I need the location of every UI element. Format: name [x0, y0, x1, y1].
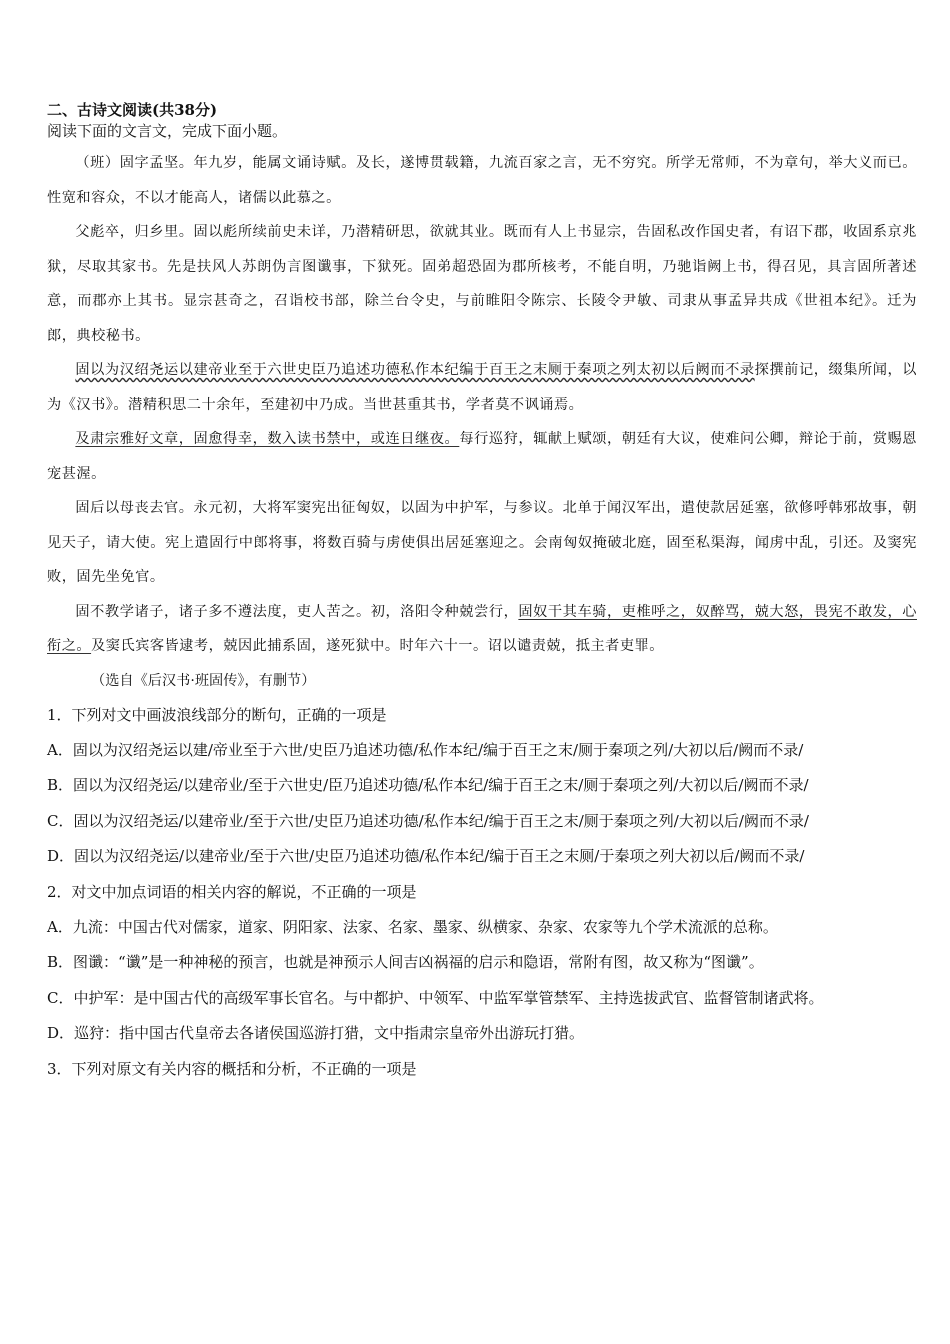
passage-paragraph-2: 父彪卒，归乡里。固以彪所续前史未详，乃潜精研思，欲就其业。既而有人上书显宗，告固私改作国史者，有诏下郡，收固系京兆狱，尽取其家书。先是扶风人苏朗伪言图谶事，下狱死。固弟超恐固为郡所核考，不能自明，乃驰诣阙上书，得召见，具言固所著述意，而郡亦上其书。显宗甚奇之，召诣校书部，除兰台令史，与前睢阳令陈宗、长陵令尹敏、司隶从事孟异共成《世祖本纪》。迁为郎，典校秘书。 — [47, 224, 917, 344]
question-1-option-a: A．固以为汉绍尧运以建/帝业至于六世/史臣乃追述功德/私作本纪/编于百王之末/厕于秦项之列/大初以后/阙而不录/ — [47, 740, 804, 759]
question-2-option-c: C．中护军：是中国古代的高级军事长官名。与中都护、中领军、中监军掌管禁军、主持选拔武官、监督管制诸武将。 — [47, 988, 824, 1007]
question-2-option-d: D．巡狩：指中国古代皇帝去各诸侯国巡游打猎，文中指肃宗皇帝外出游玩打猎。 — [47, 1024, 585, 1042]
passage-paragraph-6 — [47, 595, 917, 664]
passage-paragraph-4 — [47, 422, 917, 491]
question-1-stem: 1．下列对文中画波浪线部分的断句，正确的一项是 — [47, 705, 387, 724]
passage-text: 每行巡狩，辄献上赋颂，朝廷有大议，使难问公卿，辩论于前，赏赐恩宠甚渥。 — [47, 431, 917, 482]
exam-page — [47, 100, 917, 1087]
passage-text: 固不教学诸子，诸子多不遵法度，吏人苦之。初，洛阳令种兢尝行， — [75, 603, 519, 620]
question-2-option-a: A．九流：中国古代对儒家，道家、阴阳家、法家、名家、墨家、纵横家、杂家、农家等九个学术流派的总称。 — [47, 917, 778, 936]
question-3-stem: 3．下列对原文有关内容的概括和分析，不正确的一项是 — [47, 1059, 417, 1078]
underlined-sentence-2: 固奴干其车骑，吏椎呼之，奴醉骂，兢大怒，畏宪不敢发，心衔之。 — [47, 603, 917, 654]
passage-paragraph-3 — [47, 353, 917, 422]
question-1-option-c: C．固以为汉绍尧运/以建帝业/至于六世/史臣乃追述功德/私作本纪/编于百王之末/厕于秦项之列/大初以后/阙而不录/ — [47, 811, 809, 830]
passage-paragraph-5: 固后以母丧去官。永元初，大将军窦宪出征匈奴，以固为中护军，与参议。北单于闻汉军出，遣使款居延塞，欲修呼韩邪故事，朝见天子，请大使。宪上遣固行中郎将事，将数百骑与虏使俱出居延塞迎之。会南匈奴掩破北庭，固至私渠海，闻虏中乱，引还。及窦宪败，固先坐免官。 — [47, 500, 917, 585]
question-2-option-b: B．图谶：“谶”是一种神秘的预言，也就是神预示人间吉凶祸福的启示和隐语，常附有图，故又称为“图谶”。 — [47, 953, 764, 971]
passage-paragraph-1: （班）固字孟坚。年九岁，能属文诵诗赋。及长，遂博贯载籍，九流百家之言，无不穷究。所学无常师，不为章句，举大义而已。性宽和容众，不以才能高人，诸儒以此慕之。 — [47, 155, 917, 206]
underlined-sentence-1: 及肃宗雅好文章，固愈得幸，数入读书禁中，或连日继夜。 — [75, 431, 460, 447]
question-1-option-b: B．固以为汉绍尧运/以建帝业/至于六世史/臣乃追述功德/私作本纪/编于百王之末/厕于秦项之列/大初以后/阙而不录/ — [47, 776, 809, 794]
passage-text: 及窦氏宾客皆逮考，兢因此捕系固，遂死狱中。时年六十一。诏以谴责兢，抵主者吏罪。 — [91, 638, 664, 654]
section-instruction: 阅读下面的文言文，完成下面小题。 — [47, 122, 288, 140]
passage-source: （选自《后汉书·班固传》，有删节） — [91, 672, 316, 689]
section-heading: 二、古诗文阅读(共38分) — [47, 101, 218, 119]
question-2-stem: 2．对文中加点词语的相关内容的解说，不正确的一项是 — [47, 882, 417, 901]
wavy-underlined-sentence: 固以为汉绍尧运以建帝业至于六世史臣乃追述功德私作本纪编于百王之末厕于秦项之列太初以后阙而不录 — [75, 362, 755, 378]
passage-text: 探撰前记，缀集所闻，以为《汉书》。潜精积思二十余年，至建初中乃成。当世甚重其书，学者莫不讽诵焉。 — [47, 362, 917, 413]
question-1-option-d: D．固以为汉绍尧运/以建帝业/至于六世/史臣乃追述功德/私作本纪/编于百王之末厕/于秦项之列大初以后/阙而不录/ — [47, 847, 805, 865]
